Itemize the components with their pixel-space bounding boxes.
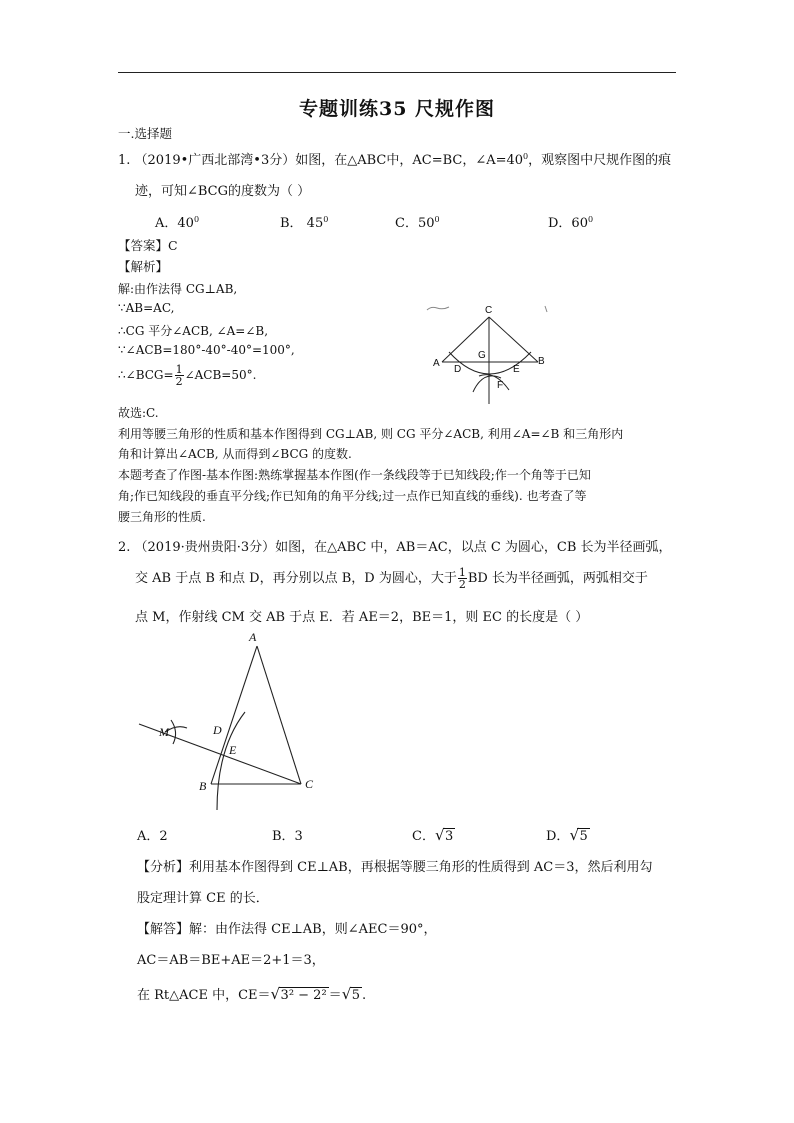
q1-step: ∵∠ACB=180°-40°-40°=100°, — [118, 343, 295, 357]
q1-line1: 1. （2019•广西北部湾•3分）如图，在△ABC中，AC=BC，$\angle A=40^0$，观察图中尺规作图的痕 — [118, 152, 672, 168]
q2-figure — [135, 628, 335, 813]
q1-choose: 故选:C. — [118, 406, 159, 420]
fig1-label-g: G — [478, 350, 486, 361]
q1-step: 解:由作法得 CG⊥AB, — [118, 282, 238, 296]
q2-option-d[interactable]: D． √ 5 — [546, 826, 588, 844]
q1-explain: 腰三角形的性质. — [118, 510, 206, 524]
construction-mark — [427, 307, 449, 310]
fig2-label-d: D — [213, 723, 222, 737]
q2-line1: 2. （2019·贵州贵阳·3分）如图，在△ABC 中，AB＝AC，以点 C 为圆心，CB 长为半径画弧， — [118, 540, 672, 555]
q2-analysis: 股定理计算 CE 的长． — [137, 891, 269, 906]
q1-step: ∴CG 平分∠ACB, ∠A=∠B, — [118, 324, 269, 338]
q1-answer: 【答案】C — [118, 238, 178, 253]
side-bc — [489, 317, 538, 362]
q2-analysis: 【分析】利用基本作图得到 CE⊥AB，再根据等腰三角形的性质得到 AC＝3，然后利用勾 — [137, 860, 653, 875]
fig1-label-d: D — [454, 364, 462, 375]
fig1-label-c: C — [485, 305, 493, 316]
arc-f2 — [479, 375, 509, 390]
q1-explain: 利用等腰三角形的性质和基本作图得到 CG⊥AB, 则 CG 平分∠ACB, 利用∠A=∠B 和三角形内 — [118, 427, 624, 441]
q1-line2: 迹，可知∠BCG的度数为（ ） — [135, 184, 311, 199]
page-title: 专题训练35 尺规作图 — [298, 98, 496, 120]
fig1-label-b: B — [538, 356, 545, 367]
side-ac — [257, 646, 301, 784]
q2-option-c[interactable]: C． √ 3 — [412, 826, 454, 844]
fig1-label-f: F — [497, 380, 504, 391]
q1-option-c[interactable]: C．$50^0$ — [395, 215, 440, 231]
fraction-half: $\frac{1}{2}$ — [175, 363, 183, 388]
q1-analysis-head: 【解析】 — [118, 259, 169, 274]
fig2-label-e: E — [229, 743, 237, 757]
q1-explain: 角;作已知线段的垂直平分线;作已知角的角平分线;过一点作已知直线的垂线). 也考查了等 — [118, 489, 587, 503]
q2-option-b[interactable]: B．3 — [272, 829, 303, 844]
sqrt-3: √ 3 — [434, 826, 454, 844]
q2-solve-final: 在 Rt△ACE 中，CE＝ √ 3² − 2² ＝ √ 5 . — [137, 985, 367, 1003]
fig2-label-a: A — [249, 630, 257, 644]
q2-solve: AC＝AB＝BE+AE＝2+1＝3， — [137, 953, 325, 968]
q2-solve: 【解答】解：由作法得 CE⊥AB，则∠AEC＝90°， — [137, 922, 437, 937]
q2-option-a[interactable]: A．2 — [137, 829, 168, 844]
fraction-half: $\frac{1}{2}$ — [458, 566, 466, 591]
header-rule — [118, 72, 676, 73]
q1-step-fraction: ∴∠BCG= $\frac{1}{2}$ ∠ACB=50°. — [118, 363, 257, 388]
fig2-label-m: M — [159, 725, 169, 739]
side-ab — [211, 646, 257, 784]
fig1-label-e: E — [513, 364, 520, 375]
fig1-label-a: A — [433, 358, 440, 369]
q2-line2: 交 AB 于点 B 和点 D，再分别以点 B，D 为圆心，大于 $\frac{1}{2}$ BD 长为半径画弧，两弧相交于 — [135, 566, 648, 591]
section-heading: 一.选择题 — [118, 126, 172, 141]
q1-option-a[interactable]: A．$40^0$ — [155, 215, 200, 231]
fig2-label-c: C — [305, 777, 314, 791]
arc-m1 — [171, 720, 176, 744]
q1-explain: 本题考查了作图-基本作图:熟练掌握基本作图(作一条线段等于已知线段;作一个角等于已知 — [118, 468, 591, 482]
q1-option-b[interactable]: B． $45^0$ — [280, 215, 329, 231]
sqrt-5-result: √ 5 — [341, 985, 360, 1003]
construction-mark — [545, 306, 547, 312]
q1-option-d[interactable]: D．$60^0$ — [548, 215, 594, 231]
q1-step: ∵AB=AC, — [118, 301, 175, 315]
q2-line3: 点 M，作射线 CM 交 AB 于点 E．若 AE＝2，BE＝1，则 EC 的长度是（ ） — [135, 610, 589, 625]
q1-figure — [425, 300, 565, 410]
fig2-label-b: B — [199, 779, 207, 793]
sqrt-expression: √ 3² − 2² — [270, 985, 327, 1003]
sqrt-5: √ 5 — [569, 826, 588, 844]
q1-explain: 角和计算出∠ACB, 从而得到∠BCG 的度数. — [118, 447, 352, 461]
